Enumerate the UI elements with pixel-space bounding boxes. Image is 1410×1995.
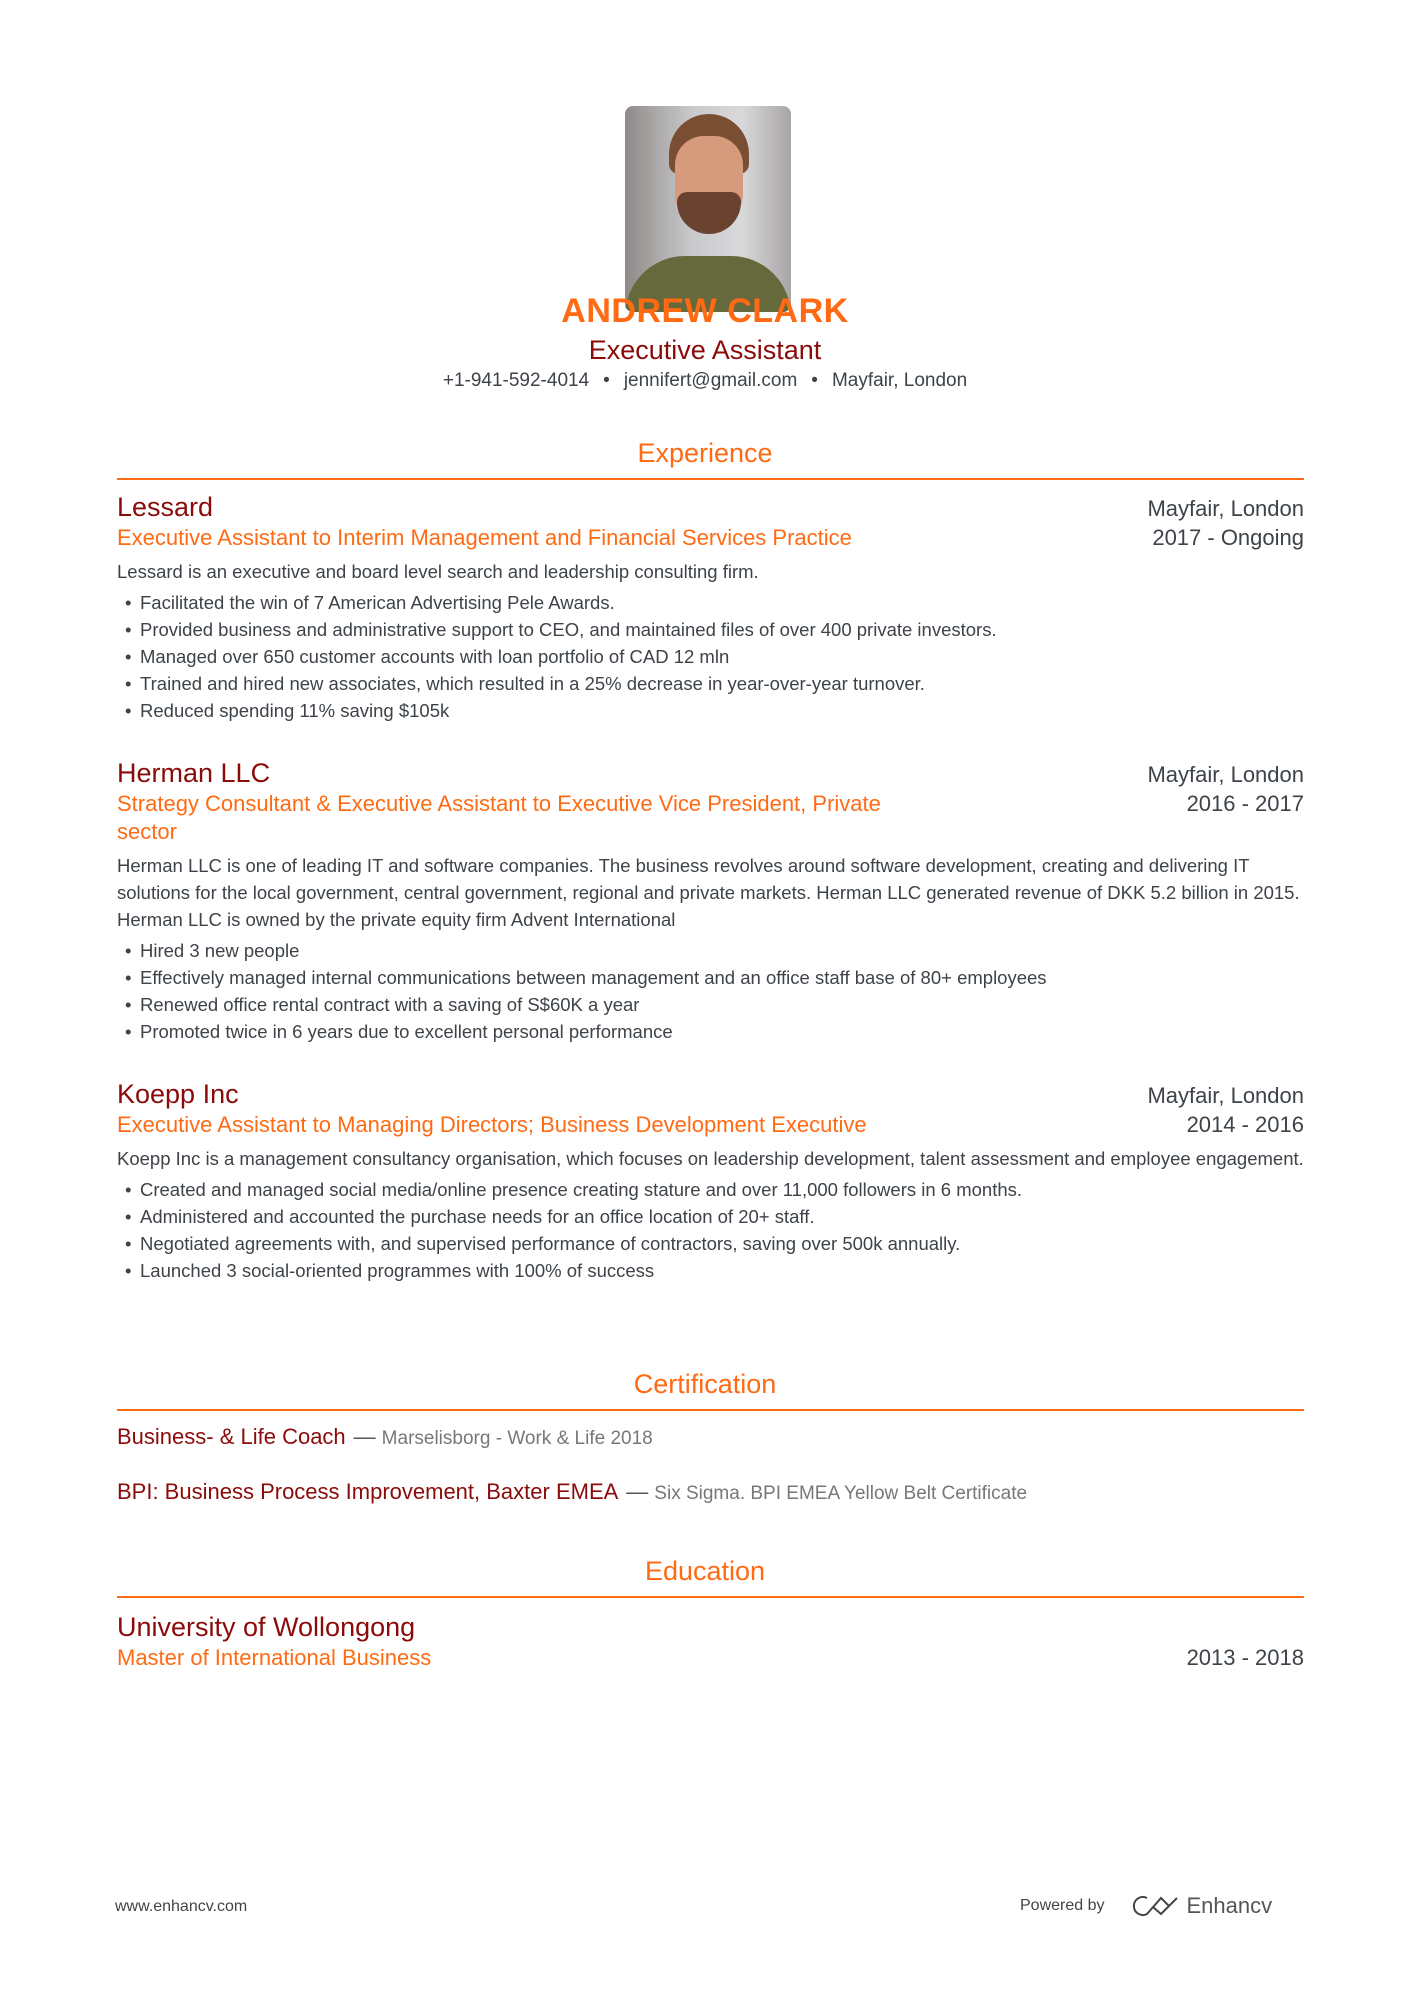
list-item [117, 1018, 1304, 1045]
achievement-text: Promoted twice in 6 years due to excellent personal performance [140, 1021, 673, 1042]
achievement-text: Reduced spending 11% saving $105k [140, 700, 450, 721]
list-item [117, 964, 1304, 991]
bullet-icon: • [125, 1233, 132, 1254]
bullet-icon: • [125, 673, 132, 694]
job-role: Executive Assistant to Managing Directors; Business Development Executive [117, 1112, 867, 1137]
achievement-text: Provided business and administrative support to CEO, and maintained files of over 400 private investors. [140, 619, 997, 640]
bullet-icon: • [125, 940, 132, 961]
dash: — [353, 1424, 376, 1449]
powered-by-label: Powered by [1020, 1897, 1105, 1914]
list-item [117, 1176, 1304, 1203]
job-location: Mayfair, London [1147, 496, 1304, 521]
bullet-icon: • [125, 619, 132, 640]
list-item [117, 1230, 1304, 1257]
list-item [117, 589, 1304, 616]
dash: — [626, 1479, 649, 1504]
job-dates: 2016 - 2017 [1186, 791, 1304, 816]
experience-entry [117, 490, 1304, 724]
bullet-icon: • [125, 1260, 132, 1281]
section-divider [117, 1596, 1304, 1598]
bullet-icon: • [125, 967, 132, 988]
experience-list [117, 490, 1304, 1284]
list-item [117, 670, 1304, 697]
achievement-text: Hired 3 new people [140, 940, 300, 961]
section-heading-education: Education [644, 1556, 766, 1586]
bullet-icon: • [125, 1206, 132, 1227]
website-link[interactable]: www.enhancv.com [115, 1898, 248, 1915]
certification-item [117, 1479, 1304, 1505]
separator: • [811, 370, 818, 391]
bullet-icon: • [125, 994, 132, 1015]
achievement-text: Renewed office rental contract with a saving of S$60K a year [140, 994, 640, 1015]
company-name: Koepp Inc [117, 1079, 239, 1109]
candidate-title: Executive Assistant [588, 335, 822, 365]
job-role: Strategy Consultant & Executive Assistant to Executive Vice President, Private sector [117, 791, 881, 844]
list-item [117, 1257, 1304, 1284]
profile-photo [625, 106, 791, 312]
achievement-text: Negotiated agreements with, and supervised performance of contractors, saving over 500k annually. [140, 1233, 961, 1254]
job-role: Executive Assistant to Interim Management and Financial Services Practice [117, 525, 852, 550]
experience-entry [117, 1077, 1304, 1284]
brand-name: Enhancv [1186, 1893, 1273, 1918]
bullet-icon: • [125, 592, 132, 613]
section-divider [117, 478, 1304, 480]
cert-name: BPI: Business Process Improvement, Baxter EMEA [117, 1479, 619, 1504]
list-item [117, 697, 1304, 724]
powered-by [1020, 1893, 1272, 1919]
achievement-text: Administered and accounted the purchase needs for an office location of 20+ staff. [140, 1206, 815, 1227]
company-name: Lessard [117, 492, 214, 522]
education-item [117, 1610, 1304, 1672]
achievements-list [117, 1176, 1304, 1284]
section-heading-experience: Experience [637, 438, 773, 468]
email: jennifert@gmail.com [623, 370, 798, 391]
bullet-icon: • [125, 1021, 132, 1042]
achievement-text: Facilitated the win of 7 American Advertising Pele Awards. [140, 592, 615, 613]
company-description: Herman LLC is one of leading IT and software companies. The business revolves around software development, creating and delivering IT solutions for the local government, central government, regional and private markets. Herman LLC generated revenue of DKK 5.2 billion in 2015. Herman LLC is owned by the private equity firm Advent International [117, 855, 1300, 930]
job-location: Mayfair, London [1147, 1083, 1304, 1108]
experience-entry [117, 756, 1304, 1045]
list-item [117, 1203, 1304, 1230]
cert-description: Marselisborg - Work & Life 2018 [381, 1428, 653, 1449]
enhancv-logo-icon [1131, 1893, 1179, 1919]
list-item [117, 616, 1304, 643]
bullet-icon: • [125, 646, 132, 667]
school-name: University of Wollongong [117, 1612, 416, 1642]
achievement-text: Effectively managed internal communications between management and an office staff base of 80+ employees [140, 967, 1047, 988]
candidate-name: ANDREW CLARK [561, 292, 849, 330]
separator: • [603, 370, 610, 391]
company-description: Lessard is an executive and board level search and leadership consulting firm. [117, 561, 759, 582]
bullet-icon: • [125, 1179, 132, 1200]
achievements-list [117, 937, 1304, 1045]
section-heading-certification: Certification [633, 1369, 777, 1399]
job-dates: 2014 - 2016 [1186, 1112, 1304, 1137]
company-name: Herman LLC [117, 758, 271, 788]
education-dates: 2013 - 2018 [1186, 1645, 1304, 1670]
location: Mayfair, London [831, 370, 968, 391]
phone: +1-941-592-4014 [442, 370, 590, 391]
list-item [117, 991, 1304, 1018]
bullet-icon: • [125, 700, 132, 721]
certification-item [117, 1424, 1304, 1450]
list-item [117, 937, 1304, 964]
contact-info [0, 370, 1410, 392]
section-divider [117, 1409, 1304, 1411]
job-location: Mayfair, London [1147, 762, 1304, 787]
achievement-text: Managed over 650 customer accounts with loan portfolio of CAD 12 mln [140, 646, 730, 667]
cert-description: Six Sigma. BPI EMEA Yellow Belt Certificate [654, 1483, 1028, 1504]
achievements-list [117, 589, 1304, 724]
list-item [117, 643, 1304, 670]
degree: Master of International Business [117, 1645, 432, 1670]
job-dates: 2017 - Ongoing [1152, 525, 1304, 550]
achievement-text: Created and managed social media/online presence creating stature and over 11,000 followers in 6 months. [140, 1179, 1023, 1200]
company-description: Koepp Inc is a management consultancy organisation, which focuses on leadership development, talent assessment and employee engagement. [117, 1148, 1304, 1169]
achievement-text: Trained and hired new associates, which resulted in a 25% decrease in year-over-year turnover. [140, 673, 925, 694]
cert-name: Business- & Life Coach [117, 1424, 346, 1449]
achievement-text: Launched 3 social-oriented programmes with 100% of success [140, 1260, 655, 1281]
